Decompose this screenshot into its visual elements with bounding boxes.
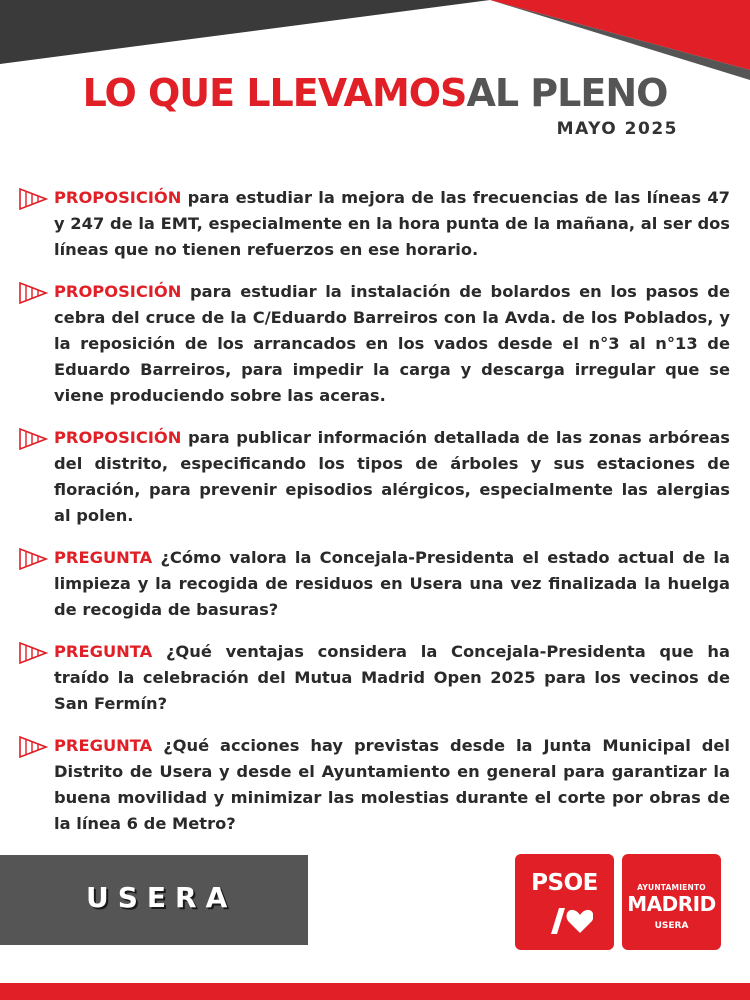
item-type: PREGUNTA	[54, 736, 153, 755]
agenda-item	[18, 279, 730, 409]
title-gray-part: AL PLENO	[466, 71, 668, 115]
madrid-logo-big: MADRID	[627, 892, 716, 916]
agenda-item	[18, 545, 730, 623]
item-text: para publicar información detallada de las zonas arbóreas del distrito, especificando los tipos de árboles y sus estaciones de floración, para prevenir episodios alérgicos, especialmente las alergias al polen.	[54, 428, 730, 525]
bullet-arrow-icon	[18, 642, 48, 664]
bottom-stripe	[0, 983, 750, 1000]
psoe-logo-text: PSOE	[531, 870, 598, 896]
bullet-arrow-icon	[18, 548, 48, 570]
madrid-logo	[622, 854, 721, 950]
item-type: PREGUNTA	[54, 548, 153, 567]
madrid-logo-small: AYUNTAMIENTO	[637, 883, 706, 892]
agenda-list	[18, 185, 730, 853]
item-text: para estudiar la instalación de bolardos en los pasos de cebra del cruce de la C/Eduardo Barreiros con la Avda. de los Poblados, y la reposición de los arrancados en los vados desde el n°3 al n°13 de Eduardo Barreiros, para impedir la carga y descarga irregular que se viene produciendo sobre las aceras.	[54, 282, 730, 405]
title-red-part: LO QUE LLEVAMOS	[82, 71, 467, 115]
psoe-logo	[515, 854, 614, 950]
item-text: ¿Cómo valora la Concejala-Presidenta el estado actual de la limpieza y la recogida de residuos en Usera una vez finalizada la huelga de recogida de basuras?	[54, 548, 730, 619]
item-text: para estudiar la mejora de las frecuencias de las líneas 47 y 247 de la EMT, especialmente en la hora punta de la mañana, al ser dos líneas que no tienen refuerzos en ese horario.	[54, 188, 730, 259]
item-type: PREGUNTA	[54, 642, 153, 661]
bullet-arrow-icon	[18, 282, 48, 304]
item-type: PROPOSICIÓN	[54, 188, 182, 207]
district-name: USERA	[86, 881, 237, 914]
agenda-item	[18, 639, 730, 717]
item-type: PROPOSICIÓN	[54, 282, 182, 301]
item-type: PROPOSICIÓN	[54, 428, 182, 447]
slash-heart-icon	[549, 904, 593, 936]
bullet-arrow-icon	[18, 188, 48, 210]
agenda-item	[18, 425, 730, 529]
page-title	[0, 68, 750, 118]
agenda-item	[18, 185, 730, 263]
madrid-logo-sub: USERA	[654, 921, 689, 931]
item-text: ¿Qué acciones hay previstas desde la Junta Municipal del Distrito de Usera y desde el Ayuntamiento en general para garantizar la buena movilidad y minimizar las molestias durante el corte por obras de la línea 6 de Metro?	[54, 736, 731, 833]
bullet-arrow-icon	[18, 428, 48, 450]
item-text: ¿Qué ventajas considera la Concejala-Presidenta que ha traído la celebración del Mutua Madrid Open 2025 para los vecinos de San Fermín?	[54, 642, 730, 713]
page-subtitle-date: MAYO 2025	[556, 119, 678, 139]
agenda-item	[18, 733, 730, 837]
bullet-arrow-icon	[18, 736, 48, 758]
